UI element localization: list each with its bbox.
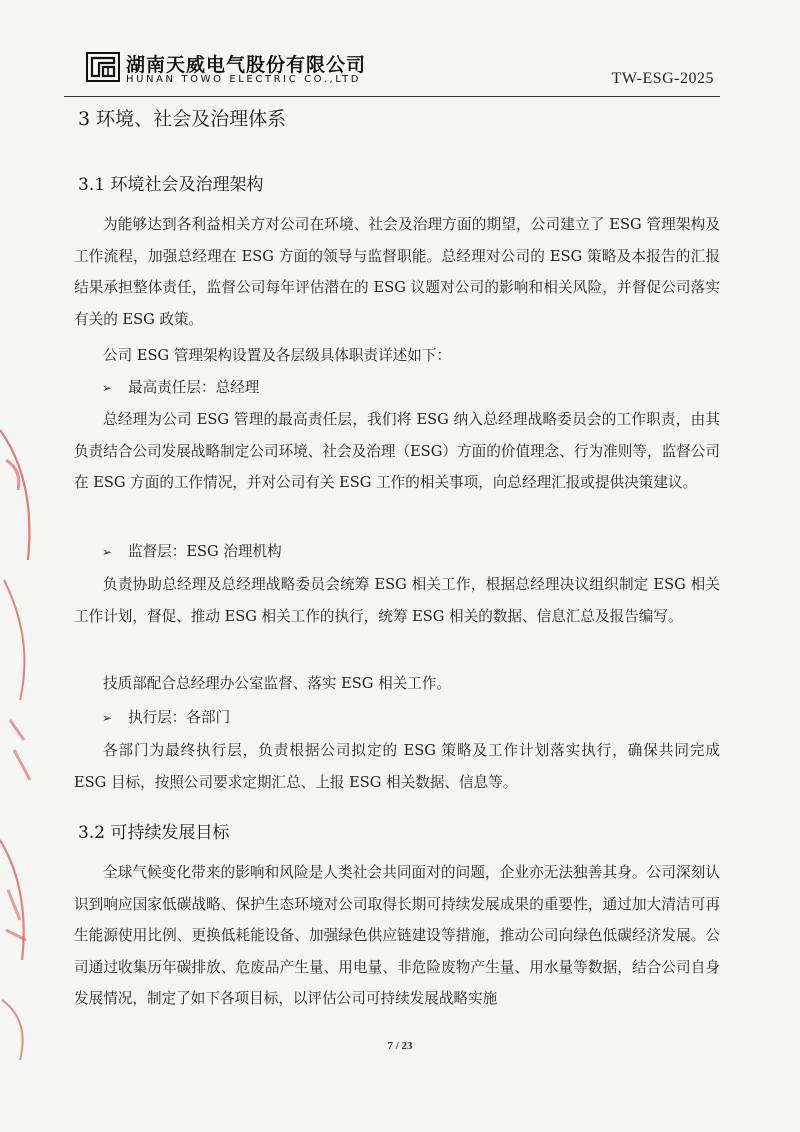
subsection-title-3-2: 3.2 可持续发展目标 [78, 823, 230, 843]
paragraph: 各部门为最终执行层，负责根据公司拟定的 ESG 策略及工作计划落实执行，确保共同完成 ESG 目标，按照公司要求定期汇总、上报 ESG 相关数据、信息等。 [74, 742, 720, 791]
arrow-bullet-icon: ➢ [102, 711, 113, 725]
arrow-bullet-icon: ➢ [102, 381, 113, 395]
bullet-item [102, 372, 259, 405]
page-number: 7 / 23 [387, 1040, 413, 1052]
bullet-label: 监督层：ESG 治理机构 [128, 543, 282, 560]
bullet-item [102, 702, 230, 735]
subsection-title-3-1: 3.1 环境社会及治理架构 [78, 175, 264, 195]
bullet-label: 执行层：各部门 [128, 709, 231, 726]
bullet-label: 最高责任层：总经理 [128, 379, 260, 396]
arrow-bullet-icon: ➢ [102, 545, 113, 559]
paragraph: 技质部配合总经理办公室监督、落实 ESG 相关工作。 [103, 675, 452, 692]
section-title: 3 环境、社会及治理体系 [78, 108, 287, 130]
paragraph: 总经理为公司 ESG 管理的最高责任层，我们将 ESG 纳入总经理战略委员会的工作职责，由其负责结合公司发展战略制定公司环境、社会及治理（ESG）方面的价值理念、行为准则等，监督公司在 ESG 方面的工作情况，并对公司有关 ESG 工作的相关事项，向总经理汇报或提供决策建议。 [74, 411, 720, 491]
seal-stamp-fragment [0, 420, 40, 1060]
bullet-item [102, 536, 282, 569]
company-name-cn: 湖南天威电气股份有限公司 [126, 54, 367, 76]
paragraph: 负责协助总经理及总经理战略委员会统筹 ESG 相关工作，根据总经理决议组织制定 ESG 相关工作计划，督促、推动 ESG 相关工作的执行，统筹 ESG 相关的数据、信息汇总及报告编写。 [74, 576, 720, 625]
company-name-en: HUNAN TOWO ELECTRIC CO.,LTD [126, 74, 362, 85]
header-divider [64, 96, 720, 97]
paragraph: 公司 ESG 管理架构设置及各层级具体职责详述如下： [103, 347, 452, 364]
paragraph: 全球气候变化带来的影响和风险是人类社会共同面对的问题，企业亦无法独善其身。公司深刻认识到响应国家低碳战略、保护生态环境对公司取得长期可持续发展成果的重要性，通过加大清洁可再生能源使用比例、更换低耗能设备、加强绿色供应链建设等措施，推动公司向绿色低碳经济发展。公司通过收集历年碳排放、危废品产生量、用电量、非危险废物产生量、用水量等数据，结合公司自身发展情况，制定了如下各项目标，以评估公司可持续发展战略实施 [74, 864, 720, 1007]
document-code: TW-ESG-2025 [611, 70, 714, 87]
company-logo-icon [86, 52, 120, 82]
paragraph: 为能够达到各利益相关方对公司在环境、社会及治理方面的期望，公司建立了 ESG 管理架构及工作流程，加强总经理在 ESG 方面的领导与监督职能。总经理对公司的 ESG 策略及本报告的汇报结果承担整体责任，监督公司每年评估潜在的 ESG 议题对公司的影响和相关风险，并督促公司落实有关的 ESG 政策。 [74, 216, 720, 328]
page-header [86, 46, 714, 94]
